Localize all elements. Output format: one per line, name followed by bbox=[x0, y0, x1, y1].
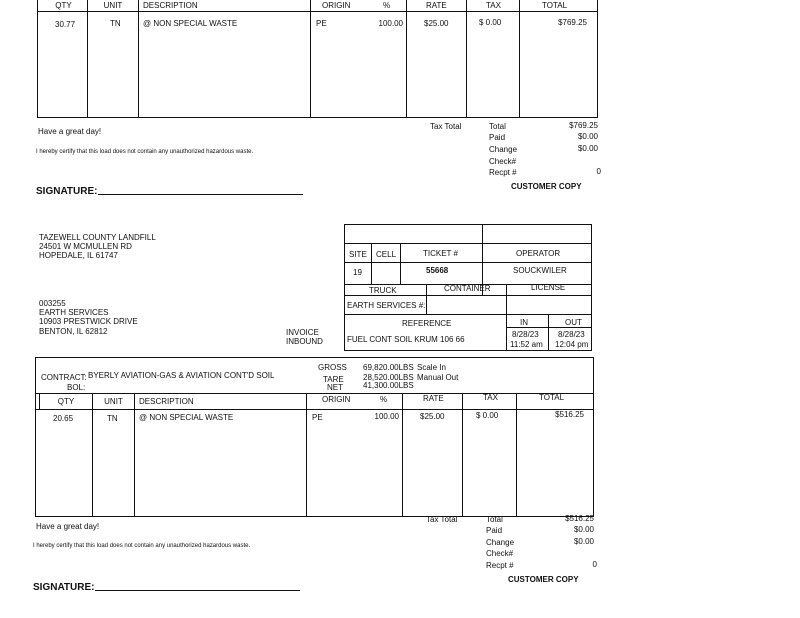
ticket-rule bbox=[506, 327, 592, 328]
customer-copy-label: CUSTOMER COPY bbox=[508, 575, 579, 584]
bottom-table-border bbox=[35, 393, 594, 517]
col-header-origin: ORIGIN bbox=[322, 1, 351, 10]
ticket-divider bbox=[426, 284, 427, 314]
cell-description: @ NON SPECIAL WASTE bbox=[143, 19, 238, 28]
tare-note: Manual Out bbox=[417, 373, 459, 382]
ticket-number-label: TICKET # bbox=[423, 249, 458, 258]
signature-label: SIGNATURE: bbox=[33, 582, 95, 593]
col-header-qty: QTY bbox=[57, 397, 75, 406]
receipt-label: Recpt # bbox=[486, 561, 514, 570]
reference-label: REFERENCE bbox=[402, 319, 452, 328]
total-value: $516.25 bbox=[565, 514, 594, 523]
invoice-label: INVOICE bbox=[286, 328, 319, 337]
ticket-number-value: 55668 bbox=[426, 266, 449, 275]
col-divider bbox=[87, 0, 88, 118]
out-label: OUT bbox=[565, 318, 582, 327]
cell-tax: $ 0.00 bbox=[479, 18, 502, 27]
net-value: 41,300.00LBS bbox=[363, 381, 414, 390]
certification-text: I hereby certify that this load does not contain any unauthorized hazardous waste. bbox=[33, 543, 251, 549]
paid-label: Paid bbox=[489, 133, 506, 142]
paid-value: $0.00 bbox=[573, 525, 594, 534]
cell-qty: 30.77 bbox=[55, 20, 76, 29]
tax-total-label: Tax Total bbox=[430, 122, 462, 131]
cell-tax: $ 0.00 bbox=[476, 411, 499, 420]
license-label: LICENSE bbox=[531, 283, 566, 292]
change-value: $0.00 bbox=[573, 537, 594, 546]
cell-origin: PE bbox=[316, 19, 327, 28]
tare-value: 28,520.00LBS bbox=[363, 373, 414, 382]
cell-unit: TN bbox=[110, 19, 121, 28]
cell-origin: PE bbox=[312, 413, 323, 422]
certification-text: I hereby certify that this load does not contain any unauthorized hazardous waste. bbox=[36, 149, 254, 155]
ticket-divider bbox=[506, 284, 507, 351]
col-header-tax: TAX bbox=[483, 393, 498, 402]
paid-value: $0.00 bbox=[577, 132, 598, 141]
tare-label: TARE bbox=[323, 375, 344, 384]
col-header-origin: ORIGIN bbox=[322, 395, 351, 404]
gross-note: Scale In bbox=[417, 363, 446, 372]
change-value: $0.00 bbox=[577, 144, 598, 153]
col-divider bbox=[92, 393, 93, 517]
change-label: Change bbox=[489, 145, 518, 154]
col-header-unit: UNIT bbox=[104, 397, 123, 406]
operator-label: OPERATOR bbox=[516, 249, 561, 258]
col-divider bbox=[466, 0, 467, 118]
greeting-text: Have a great day! bbox=[38, 127, 102, 136]
bol-label: BOL: bbox=[67, 383, 86, 392]
top-table-border bbox=[37, 0, 598, 118]
ticket-rule bbox=[344, 262, 592, 263]
signature-line bbox=[95, 590, 300, 591]
col-divider bbox=[516, 393, 517, 517]
col-header-rate: RATE bbox=[423, 394, 444, 403]
contract-value: BYERLY AVIATION-GAS & AVIATION CONT'D SOIL bbox=[88, 371, 275, 380]
customer-account: 003255 bbox=[39, 299, 66, 308]
col-header-tax: TAX bbox=[486, 1, 501, 10]
truck-value: EARTH SERVICES #: bbox=[347, 301, 426, 310]
receipt-value: 0 bbox=[596, 167, 601, 176]
net-label: NET bbox=[327, 383, 343, 392]
col-header-rate: RATE bbox=[426, 1, 447, 10]
col-divider bbox=[406, 0, 407, 118]
col-header-description: DESCRIPTION bbox=[139, 397, 194, 406]
col-header-unit: UNIT bbox=[103, 1, 123, 10]
landfill-address: 24501 W MCMULLEN RD bbox=[39, 242, 132, 251]
receipt-value: 0 bbox=[592, 560, 597, 569]
cell-pct: 100.00 bbox=[374, 412, 399, 421]
in-label: IN bbox=[520, 318, 528, 327]
inbound-label: INBOUND bbox=[286, 337, 323, 346]
ticket-divider bbox=[548, 314, 549, 351]
change-label: Change bbox=[486, 538, 515, 547]
operator-value: SOUCKWILER bbox=[513, 266, 567, 275]
signature-line bbox=[98, 194, 303, 195]
ticket-rule bbox=[344, 243, 592, 244]
customer-city: BENTON, IL 62812 bbox=[39, 327, 108, 336]
container-label: CONTAINER bbox=[444, 284, 491, 293]
cell-rate: $25.00 bbox=[424, 19, 449, 28]
customer-name: EARTH SERVICES bbox=[39, 308, 109, 317]
total-label: Total bbox=[486, 515, 503, 524]
col-header-qty: QTY bbox=[55, 1, 72, 10]
gross-label: GROSS bbox=[318, 363, 347, 372]
cell-qty: 20.65 bbox=[53, 414, 74, 423]
total-label: Total bbox=[489, 122, 506, 131]
col-header-pct: % bbox=[380, 395, 388, 404]
top-header-rule bbox=[37, 11, 598, 12]
customer-copy-label: CUSTOMER COPY bbox=[511, 182, 582, 191]
cell-label: CELL bbox=[376, 250, 397, 259]
receipt-label: Recpt # bbox=[489, 168, 517, 177]
paid-label: Paid bbox=[486, 526, 503, 535]
gross-value: 69,820.00LBS bbox=[363, 363, 414, 372]
signature-label: SIGNATURE: bbox=[36, 186, 98, 197]
greeting-text: Have a great day! bbox=[36, 522, 100, 531]
tax-total-label: Tax Total bbox=[426, 515, 458, 524]
landfill-city: HOPEDALE, IL 61747 bbox=[39, 251, 118, 260]
col-divider bbox=[134, 393, 135, 517]
col-divider bbox=[138, 0, 139, 118]
ticket-rule bbox=[344, 295, 592, 296]
in-date: 8/28/23 bbox=[512, 330, 539, 339]
col-header-total: TOTAL bbox=[542, 1, 568, 10]
customer-address: 10903 PRESTWICK DRIVE bbox=[39, 317, 138, 326]
truck-label: TRUCK bbox=[369, 286, 397, 295]
cell-description: @ NON SPECIAL WASTE bbox=[139, 413, 234, 422]
col-header-description: DESCRIPTION bbox=[143, 1, 198, 10]
cell-total: $769.25 bbox=[558, 18, 587, 27]
bottom-header-rule bbox=[35, 409, 594, 410]
cell-unit: TN bbox=[107, 414, 118, 423]
ticket-divider bbox=[371, 243, 372, 284]
in-time: 11:52 am bbox=[510, 340, 543, 349]
ticket-rule bbox=[344, 314, 592, 315]
contract-label: CONTRACT: bbox=[41, 373, 87, 382]
out-time: 12:04 pm bbox=[555, 340, 589, 349]
landfill-name: TAZEWELL COUNTY LANDFILL bbox=[39, 233, 156, 242]
col-divider bbox=[306, 393, 307, 517]
cell-total: $516.25 bbox=[555, 410, 584, 419]
ticket-divider bbox=[400, 243, 401, 284]
col-divider bbox=[402, 393, 403, 517]
reference-value: FUEL CONT SOIL KRUM 106 66 bbox=[347, 335, 465, 344]
col-divider bbox=[462, 393, 463, 517]
site-value: 19 bbox=[353, 268, 362, 277]
check-label: Check# bbox=[489, 157, 517, 166]
out-date: 8/28/23 bbox=[558, 330, 585, 339]
total-value: $769.25 bbox=[569, 121, 598, 130]
col-header-total: TOTAL bbox=[539, 393, 565, 402]
col-divider bbox=[519, 0, 520, 118]
col-header-pct: % bbox=[383, 1, 391, 10]
check-label: Check# bbox=[486, 549, 514, 558]
cell-rate: $25.00 bbox=[420, 412, 445, 421]
cell-pct: 100.00 bbox=[378, 19, 403, 28]
site-label: SITE bbox=[349, 250, 367, 259]
col-divider bbox=[310, 0, 311, 118]
